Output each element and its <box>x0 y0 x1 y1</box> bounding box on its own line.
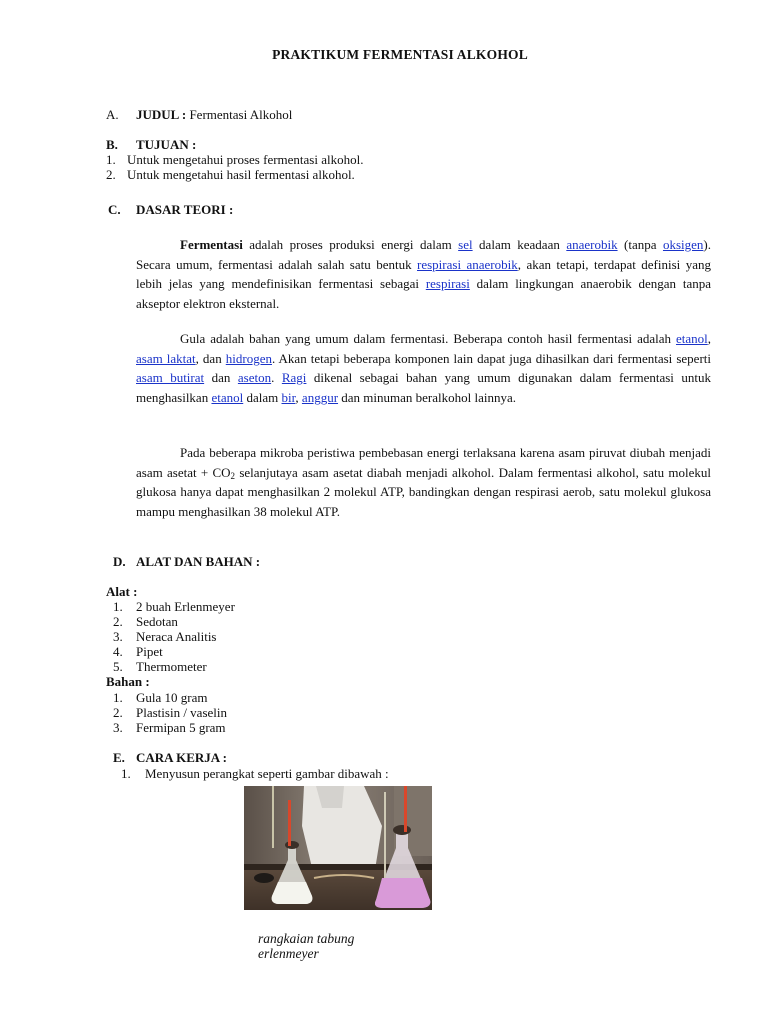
list-item-num: 3. <box>113 629 123 644</box>
section-d-letter: D. <box>113 554 126 569</box>
left-thermometer <box>288 800 291 846</box>
text: dalam <box>243 389 282 405</box>
list-item-num: 5. <box>113 659 123 674</box>
text: , <box>707 331 711 346</box>
link-anaerobik[interactable]: anaerobik <box>566 237 618 252</box>
subscript: 2 <box>230 470 236 481</box>
list-item: Gula 10 gram <box>136 690 208 705</box>
list-item: Untuk mengetahui hasil fermentasi alkohol. <box>127 167 355 182</box>
list-item-num: 2. <box>113 705 123 720</box>
list-item: Untuk mengetahui proses fermentasi alkohol. <box>127 152 364 167</box>
text: selanjutaya asam asetat diabah menjadi alkohol. Dalam fermentasi alkohol, satu molekul glukosa hanya dapat menghasilkan 2 molekul ATP, bandingkan dengan respirasi aerob, satu molekul glukosa mampu menghasilkan 38 molekul ATP. <box>136 464 711 519</box>
paragraph-gula <box>136 329 711 407</box>
link-bir[interactable]: bir <box>281 389 296 405</box>
text: dalam keadaan <box>472 237 567 252</box>
text: dan <box>204 370 238 386</box>
erlenmeyer-illustration <box>244 786 432 910</box>
list-item: 2 buah Erlenmeyer <box>136 599 235 614</box>
section-a-heading <box>136 107 292 123</box>
right-straw <box>384 792 386 878</box>
section-a-label: JUDUL : <box>136 107 187 122</box>
text: . Akan tetapi beberapa komponen lain dapat juga dihasilkan dari fermentasi seperti <box>271 350 711 366</box>
list-item-num: 2. <box>106 167 116 182</box>
page-title: PRAKTIKUM FERMENTASI ALKOHOL <box>272 47 528 62</box>
list-item: Fermipan 5 gram <box>136 720 226 735</box>
list-item: Pipet <box>136 644 163 659</box>
phone-object <box>254 873 274 883</box>
text: dalam lingkungan anaerobik dengan tanpa akseptor elektron eksternal. <box>136 276 712 311</box>
erlenmeyer-photo <box>244 786 432 910</box>
section-a-letter: A. <box>106 107 119 122</box>
right-stopper <box>393 825 411 835</box>
link-asam-butirat[interactable]: asam butirat <box>136 370 205 386</box>
list-item-num: 3. <box>113 720 123 735</box>
section-b-label: TUJUAN : <box>136 137 197 152</box>
link-ragi[interactable]: Ragi <box>281 370 307 386</box>
link-etanol-2[interactable]: etanol <box>211 389 244 405</box>
text: , <box>295 389 302 405</box>
list-item-num: 1. <box>121 766 131 781</box>
text: Gula adalah bahan yang umum dalam fermentasi. Beberapa contoh hasil fermentasi adalah <box>180 331 676 346</box>
bahan-label: Bahan : <box>106 674 150 689</box>
link-anggur[interactable]: anggur <box>301 389 339 405</box>
list-item-num: 1. <box>113 690 123 705</box>
right-liquid <box>375 878 430 908</box>
list-item: Neraca Analitis <box>136 629 217 644</box>
section-d-label: ALAT DAN BAHAN : <box>136 554 261 569</box>
paragraph-fermentasi <box>136 235 711 313</box>
link-asam-laktat[interactable]: asam laktat <box>136 350 196 366</box>
alat-label: Alat : <box>106 584 138 599</box>
link-hidrogen[interactable]: hidrogen <box>225 350 272 366</box>
text: dikenal sebagai bahan yang umum digunakan dalam fermentasi untuk menghasilkan <box>136 370 711 405</box>
text: adalah proses produksi energi dalam <box>242 237 459 252</box>
link-oksigen[interactable]: oksigen <box>662 237 704 252</box>
text: ). Secara umum, fermentasi adalah salah satu bentuk <box>136 237 712 272</box>
section-b-letter: B. <box>106 137 118 152</box>
list-item-num: 2. <box>113 614 123 629</box>
caption-line-2: erlenmeyer <box>258 946 319 961</box>
term-fermentasi: Fermentasi <box>180 237 243 252</box>
text: , dan <box>195 350 226 366</box>
section-e-letter: E. <box>113 750 125 765</box>
section-a-value: Fermentasi Alkohol <box>189 107 293 122</box>
link-sel[interactable]: sel <box>458 237 473 252</box>
left-liquid <box>272 882 313 904</box>
section-e-label: CARA KERJA : <box>136 750 228 765</box>
section-c-letter: C. <box>108 202 121 217</box>
text: dan minuman beralkohol lainnya. <box>338 389 517 405</box>
right-thermometer <box>404 786 407 832</box>
link-respirasi-anaerobik[interactable]: respirasi anaerobik <box>417 256 518 272</box>
text: (tanpa <box>617 237 663 252</box>
list-item-num: 1. <box>113 599 123 614</box>
link-etanol[interactable]: etanol <box>675 331 708 346</box>
list-item: Menyusun perangkat seperti gambar dibawah : <box>145 766 389 781</box>
list-item: Plastisin / vaselin <box>136 705 227 720</box>
caption-line-1: rangkaian tabung <box>258 931 355 946</box>
text: Pada beberapa mikroba peristiwa pembebasan energi terlaksana karena asam piruvat diubah menjadi asam asetat + CO <box>136 445 711 480</box>
left-straw <box>272 786 274 848</box>
text: . <box>271 370 282 386</box>
list-item: Thermometer <box>136 659 207 674</box>
link-respirasi[interactable]: respirasi <box>425 276 470 292</box>
paragraph-mikroba <box>136 443 711 521</box>
list-item-num: 1. <box>106 152 116 167</box>
link-aseton[interactable]: aseton <box>237 370 272 386</box>
text: , akan tetapi, terdapat definisi yang lebih jelas yang mendefinisikan fermentasi sebagai <box>136 256 711 292</box>
section-c-label: DASAR TEORI : <box>136 202 234 217</box>
list-item: Sedotan <box>136 614 178 629</box>
list-item-num: 4. <box>113 644 123 659</box>
left-stopper <box>285 841 299 849</box>
